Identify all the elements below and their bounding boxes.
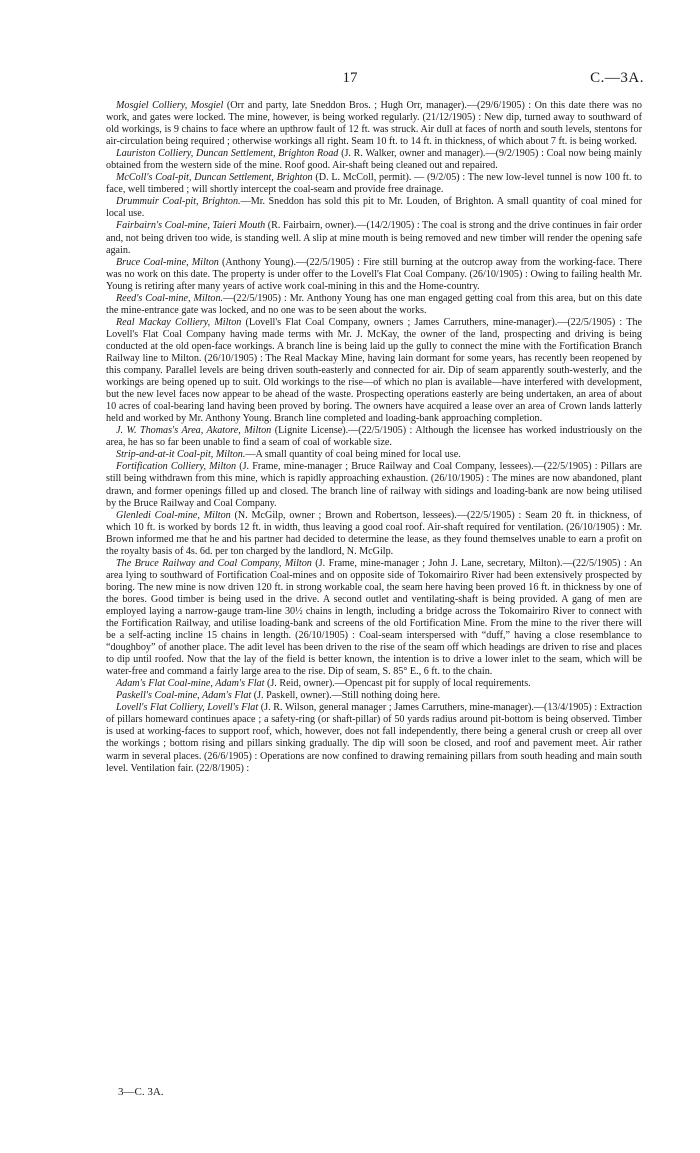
mine-title: Lauriston Colliery, Duncan Settlement, Brighton Road — [116, 148, 339, 160]
paragraph-fortification-colliery — [106, 461, 642, 509]
mine-report: (Lignite License).—(22/5/1905) : Although the licensee has worked industriously on the area, he has so far been unable to find a seam of coal of workable size. — [106, 425, 642, 449]
mine-report: (J. Paskell, owner).—Still nothing doing here. — [251, 690, 441, 702]
paragraph-drummuir-coal-pit — [106, 196, 642, 220]
document-code: C.—3A. — [590, 70, 644, 86]
mine-report: (D. L. McColl, permit). — (9/2/05) : The new low-level tunnel is now 100 ft. to face, well timbered ; will shortly intercept the coal-seam and provide free drainage. — [106, 172, 642, 196]
mine-title: Reed's Coal-mine, Milton. — [116, 292, 224, 304]
mine-title: Bruce Coal-mine, Milton — [116, 256, 219, 268]
mine-report: (J. Frame, mine-manager ; Bruce Railway and Coal Company, lessees).—(22/5/1905) : Pillars are still being withdrawn from this mine, which is rapidly approaching exhaustion. (26/10/1905) : The mines are now abandoned, plant drawn, and former openings filled up and closed. The branch line of railway with sidings and loading-bank are now being utilised by the Bruce Railway and Coal Company. — [106, 461, 642, 509]
mine-title: Mosgiel Colliery, Mosgiel — [116, 100, 224, 111]
paragraph-reeds-coal-mine — [106, 293, 642, 317]
mine-title: Fortification Colliery, Milton — [116, 461, 237, 473]
mine-report: —A small quantity of coal being mined for local use. — [245, 449, 461, 461]
mine-report: (J. R. Wilson, general manager ; James Carruthers, mine-manager).—(13/4/1905) : Extraction of pillars homeward continues apace ; a safety-ring (or shaft-pillar) of 50 yards radius around pit-bottom is being observed. Timber is used at working-faces to support roof, which, however, does not fall independently, there being a general crush or creep all over the workings ; bottom rising and pillars sinking gradually. The dip will soon be closed, and roof and pavement meet. Air rather warm in several places. (26/6/1905) : Operations are now confined to drawing remaining pillars from south heading and main south level. Ventilation fair. (22/8/1905) : — [106, 702, 643, 774]
mine-title: Strip-and-at-it Coal-pit, Milton. — [116, 449, 246, 461]
mine-title: The Bruce Railway and Coal Company, Milton — [116, 557, 312, 569]
mine-title: Lovell's Flat Colliery, Lovell's Flat — [116, 702, 259, 714]
mine-report: (Anthony Young).—(22/5/1905) : Fire still burning at the outcrop away from the working-face. There was no work on this date. The property is under offer to the Lovell's Flat Coal Company. (26/10/1905) : Owing to failing health Mr. Young is retiring after many years of active work coal-mining in this and the Home-country. — [106, 256, 642, 292]
mine-report: —(22/5/1905) : Mr. Anthony Young has one man engaged getting coal from this area, but on this date the mine-entrance gate was locked, and no one was to be seen about the works. — [106, 292, 642, 316]
mine-title: Paskell's Coal-mine, Adam's Flat — [116, 690, 252, 702]
paragraph-paskells-coal-mine — [106, 690, 642, 702]
mine-title: Adam's Flat Coal-mine, Adam's Flat — [116, 678, 265, 690]
paragraph-fairbairns-coal-mine — [106, 220, 642, 256]
paragraph-mccolls-coal-pit — [106, 172, 642, 196]
paragraph-thomas-area-akatore — [106, 425, 642, 449]
mine-report: (J. R. Walker, owner and manager).—(9/2/1905) : Coal now being mainly obtained from the western side of the mine. Roof good. Air-shaft being cleaned out and repaired. — [106, 148, 642, 172]
paragraph-strip-and-at-it-coal-pit — [106, 449, 642, 461]
paragraph-bruce-coal-mine — [106, 257, 642, 293]
mine-report: (N. McGilp, owner ; Brown and Robertson, lessees).—(22/5/1905) : Seam 20 ft. in thickness, of which 10 ft. is worked by bords 12 ft. in width, thus leaving a good coal roof. Air-shaft required for ventilation. (26/10/1905) : Mr. Brown informed me that he and his partner had decided to determine the lease, as they found themselves unable to earn a profit on the royalty basis of 4s. 6d. per ton charged by the landlord, N. McGilp. — [106, 509, 642, 557]
mine-title: Drummuir Coal-pit, Brighton. — [116, 196, 241, 208]
paragraph-lauriston-colliery — [106, 148, 642, 172]
paragraph-mosgiel-colliery — [106, 100, 642, 148]
paragraph-adams-flat-coal-mine — [106, 678, 642, 690]
mine-report: (Orr and party, late Sneddon Bros. ; Hugh Orr, manager).—(29/6/1905) : On this date there was no work, and gates were locked. The mine, however, is being worked regularly. (21/12/1905) : New dip, turned away to southward of old workings, is 9 chains to face where an upthrow fault of 12 ft. was struck. Air dull at faces of north and south levels, stentons for air-circulation being required ; otherwise workings all right. Seam 10 ft. to 14 ft. in thickness, of which about 7 ft. is being worked. — [106, 100, 642, 148]
page-footer-signature: 3—C. 3A. — [118, 1086, 164, 1098]
paragraph-real-mackay-colliery — [106, 317, 642, 425]
mine-title: J. W. Thomas's Area, Akatore, Milton — [116, 425, 272, 437]
paragraph-lovells-flat-colliery — [106, 702, 642, 774]
mine-title: Fairbairn's Coal-mine, Taieri Mouth — [116, 220, 266, 232]
page-number: 17 — [342, 70, 358, 86]
mine-report: (R. Fairbairn, owner).—(14/2/1905) : The coal is strong and the drive continues in fair order and, not being driven too wide, is standing well. A slip at mine mouth is being removed and new timber will render the opening safe again. — [106, 220, 642, 256]
page-header — [0, 70, 700, 90]
paragraph-glenledi-coal-mine — [106, 510, 642, 558]
mine-title: McColl's Coal-pit, Duncan Settlement, Brighton — [116, 172, 313, 184]
report-body — [106, 100, 642, 775]
mine-report: (J. Reid, owner).—Opencast pit for supply of local requirements. — [264, 678, 531, 690]
mine-report: —Mr. Sneddon has sold this pit to Mr. Louden, of Brighton. A small quantity of coal mined for local use. — [106, 196, 642, 220]
mine-report: (Lovell's Flat Coal Company, owners ; James Carruthers, mine-manager).—(22/5/1905) : The Lovell's Flat Coal Company having made terms with Mr. J. McKay, the owner of the land, prospecting and driving is being conducted at the old open-face workings. A branch line is being laid up the gully to connect the mine with the Fortification Branch Railway line to Milton. (26/10/1905) : The Real Mackay Mine, having lain dormant for some years, has recently been reopened by this company. Parallel levels are being driven south-easterly and connected for air. Dip of seam apparently south-westerly, and the workings are being opened up to suit. Old workings to the rise—of which no plan is available—have interfered with development, but the new level faces now appear to be ahead of the waste. Prospecting operations easterly are being undertaken, an area of about 10 acres of coal-bearing land having been proved by boring. The owners have acquired a lease over an area of Crown lands latterly held and worked by Mr. Anthony Young. Branch line completed and loading-bank approaching completion. — [106, 316, 642, 425]
mine-title: Real Mackay Colliery, Milton — [116, 316, 242, 328]
paragraph-bruce-railway-coal-company — [106, 558, 642, 678]
mine-report: (J. Frame, mine-manager ; John J. Lane, secretary, Milton).—(22/5/1905) : An area lying to southward of Fortification Coal-mines and on opposite side of Tokomairiro River had been extensively prospected by boring. The new mine is now driven 120 ft. in strong workable coal, the seam here having been proved 16 ft. in thickness by one of the bores. Good timber is being used in the drive. A second outlet and ventilating-shaft is being provided. A gang of men are employed laying a narrow-gauge tram-line 30½ chains in length, including a bridge across the Tokomairiro River to connect with the Fortification Railway, and utilise loading-bank and screens of the old Fortification Mine. From the mine to the river there will be a self-acting incline 15 chains in length. (26/10/1905) : Coal-seam interspersed with “duff,” having a close resemblance to “doughboy” of another place. The adit level has been driven to the rise of the seam off which headings are driven to rise and places to dip until roofed. Now that the lay of the field is better known, the intention is to drive a lower inlet to the seam, which will be water-free and command a fairly large area to the rise. Dip of seam, S. 85° E., 6 ft. to the chain. — [106, 557, 642, 678]
mine-title: Glenledi Coal-mine, Milton — [116, 509, 231, 521]
